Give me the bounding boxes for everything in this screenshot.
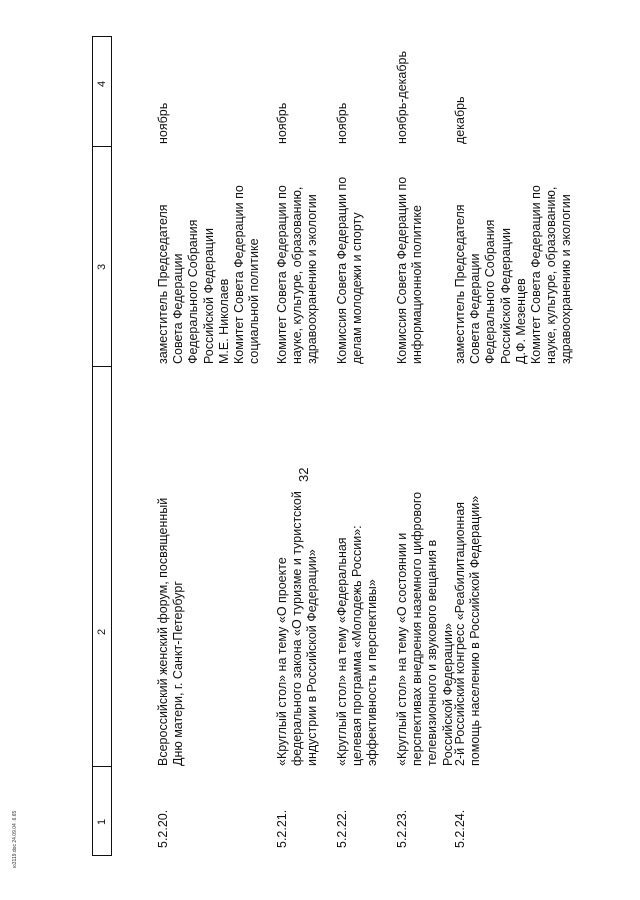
row-organizer: заместитель Председателя Совета Федерации Федерального Собрания Российской Федерации М.Е. Николаев Комитет Совета Федерации по социальной политике — [156, 185, 262, 364]
header-col-3: 3 — [96, 263, 108, 270]
row-event: Всероссийский женский форум, посвященный Дню матери, г. Санкт-Петербург — [156, 497, 186, 766]
row-number: 5.2.20. — [156, 809, 170, 848]
header-col-2: 2 — [96, 628, 108, 635]
row-month: декабрь — [453, 96, 467, 144]
row-month: ноябрь — [156, 102, 170, 144]
row-organizer: заместитель Председателя Совета Федерации Федерального Собрания Российской Федерации Д.Ф. Мезенцев Комитет Совета Федерации по науке, культуре, образованию, здравоохранению и экологии — [453, 185, 574, 364]
row-event: «Круглый стол» на тему «О проекте федерального закона «О туризме и туристской индустрии в Российской Федерации» — [275, 491, 320, 766]
header-divider — [93, 766, 111, 767]
row-number: 5.2.24. — [453, 809, 467, 848]
document-code: ю3119.doc 24.09.04 .6.65 — [12, 810, 18, 868]
row-month: ноябрь-декабрь — [395, 51, 409, 144]
row-event: «Круглый стол» на тему «Федеральная целевая программа «Молодежь России»: эффективность и перспективы» — [335, 525, 380, 766]
schedule-table — [92, 36, 597, 856]
row-number: 5.2.23. — [395, 809, 409, 848]
row-number: 5.2.22. — [335, 809, 349, 848]
table-header — [92, 36, 112, 856]
header-col-4: 4 — [96, 80, 108, 87]
row-month: ноябрь — [335, 102, 349, 144]
row-number: 5.2.21. — [275, 809, 289, 848]
row-month: ноябрь — [275, 102, 289, 144]
row-event: 2-й Российский конгресс «Реабилитационная помощь населению в Российской Федерации» — [453, 495, 483, 766]
header-divider — [93, 146, 111, 147]
page-number: 32 — [296, 467, 311, 482]
row-organizer: Комиссия Совета Федерации по делам молодежи и спорту — [335, 176, 365, 364]
header-divider — [93, 366, 111, 367]
row-event: «Круглый стол» на тему «О состоянии и перспективах внедрения наземного цифрового телевизионного и звукового вещания в Российской Федерации» — [395, 491, 455, 766]
row-organizer: Комитет Совета Федерации по науке, культуре, образованию, здравоохранению и экологии — [275, 185, 320, 364]
row-organizer: Комиссия Совета Федерации по информационной политике — [395, 176, 425, 364]
header-col-1: 1 — [96, 818, 108, 825]
